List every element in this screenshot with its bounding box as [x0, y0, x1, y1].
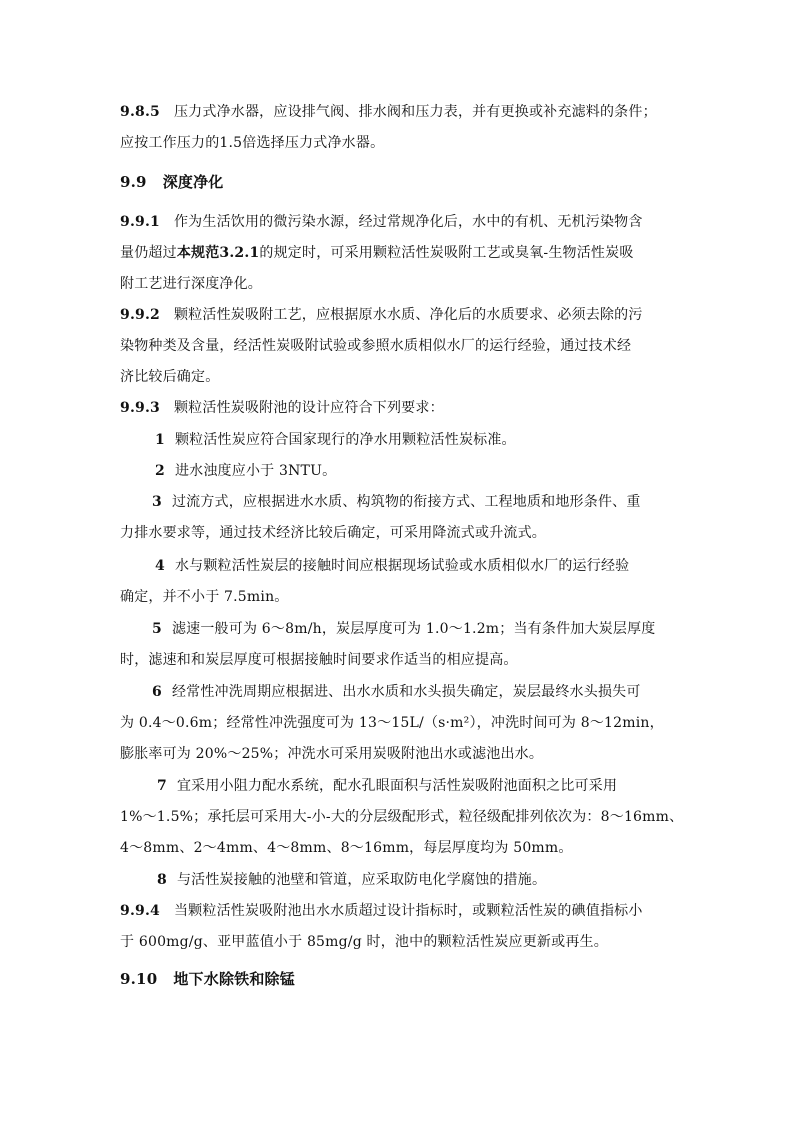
item-text: 滤速一般可为 6～8m/h，炭层厚度可为 1.0～1.2m；当有条件加大炭层厚度: [171, 621, 656, 637]
clause-text: 的规定时，可采用颗粒活性炭吸附工艺或臭氧-生物活性炭吸: [259, 245, 634, 261]
clause-number: 9.9.4: [120, 903, 160, 919]
item-text: 经常性冲洗周期应根据进、出水水质和水头损失确定，炭层最终水头损失可: [171, 684, 641, 700]
list-item-2: [155, 461, 680, 481]
item-text: 确定，并不小于 7.5min。: [120, 589, 289, 605]
clause-text: 量仍超过: [120, 245, 177, 261]
item-number: 8: [157, 872, 167, 888]
clause-text: 压力式净水器，应设排气阀、排水阀和压力表，并有更换或补充滤料的条件；: [173, 104, 657, 120]
list-item-1: [155, 430, 680, 450]
clause-text: 颗粒活性炭吸附池的设计应符合下列要求：: [173, 400, 444, 416]
item-number: 3: [152, 494, 162, 510]
clause-text: 当颗粒活性炭吸附池出水水质超过设计指标时，或颗粒活性炭的碘值指标小: [173, 903, 643, 919]
clause-number: 9.9.2: [120, 307, 160, 323]
clause-9-9-2-line-2: [120, 336, 680, 356]
list-item-6: [152, 682, 680, 702]
item-number: 5: [152, 621, 162, 637]
item-number: 7: [157, 778, 167, 794]
clause-9-8-5-line-1: [120, 102, 680, 122]
spec-reference: 本规范3.2.1: [176, 245, 260, 261]
clause-number: 9.9.3: [120, 400, 160, 416]
section-heading-9-9: [120, 172, 680, 192]
item-text: 力排水要求等，通过技术经济比较后确定，可采用降流式或升流式。: [120, 525, 546, 541]
list-item-8: [157, 870, 680, 890]
item-text: 宜采用小阻力配水系统，配水孔眼面积与活性炭吸附池面积之比可采用: [176, 778, 618, 794]
clause-number: 9.9.1: [120, 214, 160, 230]
clause-9-9-2-line-1: [120, 305, 680, 325]
item-number: 4: [155, 558, 165, 574]
item-text: 水与颗粒活性炭层的接触时间应根据现场试验或水质相似水厂的运行经验: [174, 558, 630, 574]
clause-9-9-1-line-2: [120, 243, 680, 263]
clause-9-9-3-line-1: [120, 398, 680, 418]
item-text: 为 0.4～0.6m；经常性冲洗强度可为 13～15L/（s·m²），冲洗时间可为 8～12min，: [120, 715, 664, 731]
item-text: 过流方式，应根据进水水质、构筑物的衔接方式、工程地质和地形条件、重: [171, 494, 641, 510]
item-text: 膨胀率可为 20%～25%；冲洗水可采用炭吸附池出水或滤池出水。: [120, 746, 544, 762]
clause-9-8-5-line-2: [120, 133, 680, 153]
clause-text: 颗粒活性炭吸附工艺，应根据原水水质、净化后的水质要求、必须去除的污: [173, 307, 643, 323]
item-number: 2: [155, 463, 165, 479]
list-item-3: [152, 492, 680, 512]
clause-text: 染物种类及含量，经活性炭吸附试验或参照水质相似水厂的运行经验，通过技术经: [120, 338, 632, 354]
list-item-3-cont: [120, 523, 680, 543]
clause-text: 应按工作压力的1.5倍选择压力式净水器。: [120, 135, 385, 151]
clause-text: 于 600mg/g、亚甲蓝值小于 85mg/g 时，池中的颗粒活性炭应更新或再生。: [120, 934, 608, 950]
item-number: 6: [152, 684, 162, 700]
list-item-4: [155, 556, 680, 576]
section-heading-9-10: [120, 969, 680, 989]
list-item-4-cont: [120, 587, 680, 607]
clause-number: 9.8.5: [120, 104, 160, 120]
item-text: 4～8mm、2～4mm、4～8mm、8～16mm，每层厚度均为 50mm。: [120, 840, 573, 856]
clause-text: 附工艺进行深度净化。: [120, 276, 262, 292]
list-item-7-cont-1: [120, 807, 684, 827]
clause-text: 作为生活饮用的微污染水源，经过常规净化后，水中的有机、无机污染物含: [173, 214, 643, 230]
clause-text: 济比较后确定。: [120, 369, 220, 385]
item-text: 1%～1.5%；承托层可采用大-小-大的分层级配形式，粒径级配排列依次为：8～16mm、: [120, 809, 684, 825]
clause-9-9-4-line-2: [120, 932, 680, 952]
section-title: 深度净化: [162, 173, 224, 191]
section-title: 地下水除铁和除锰: [173, 970, 295, 988]
item-text: 与活性炭接触的池壁和管道，应采取防电化学腐蚀的措施。: [176, 872, 547, 888]
clause-9-9-2-line-3: [120, 367, 680, 387]
section-number: 9.10: [120, 970, 158, 988]
clause-9-9-4-line-1: [120, 901, 680, 921]
item-text: 进水浊度应小于 3NTU。: [174, 463, 337, 479]
list-item-5: [152, 619, 680, 639]
item-number: 1: [155, 432, 165, 448]
list-item-5-cont: [120, 650, 680, 670]
list-item-6-cont-2: [120, 744, 680, 764]
item-text: 颗粒活性炭应符合国家现行的净水用颗粒活性炭标准。: [174, 432, 516, 448]
list-item-7-cont-2: [120, 838, 680, 858]
section-number: 9.9: [120, 173, 147, 191]
clause-9-9-1-line-1: [120, 212, 680, 232]
item-text: 时，滤速和和炭层厚度可根据接触时间要求作适当的相应提高。: [120, 652, 518, 668]
list-item-6-cont-1: [120, 713, 680, 733]
clause-9-9-1-line-3: [120, 274, 680, 294]
list-item-7: [157, 776, 680, 796]
